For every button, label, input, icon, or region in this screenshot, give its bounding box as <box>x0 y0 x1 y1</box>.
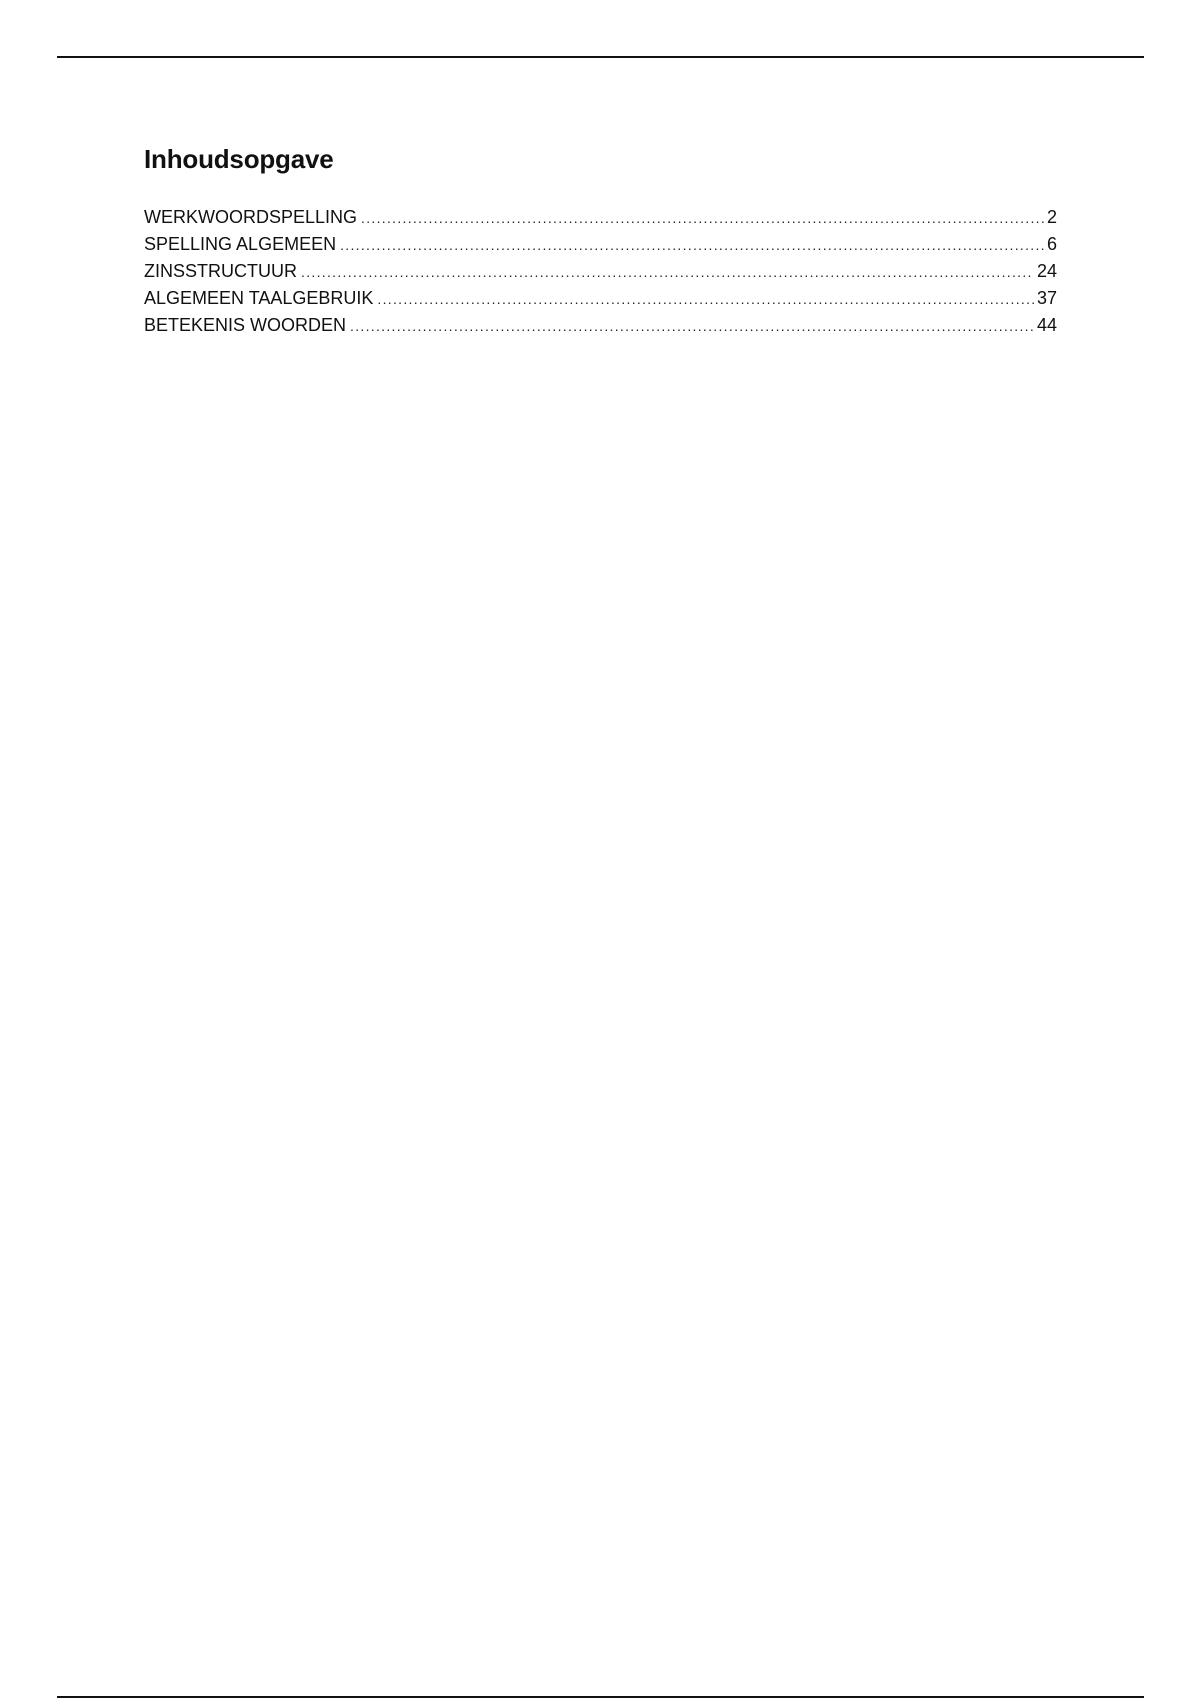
toc-title: Inhoudsopgave <box>144 144 334 174</box>
toc-dot-leader <box>350 313 1034 340</box>
toc-entry-spelling-algemeen[interactable] <box>144 231 1057 258</box>
toc-dot-leader <box>361 205 1044 232</box>
toc-entry-page: 37 <box>1036 288 1057 308</box>
toc-dot-leader <box>340 232 1044 259</box>
toc-entry-page: 6 <box>1046 234 1057 254</box>
toc-entry-label: SPELLING ALGEMEEN <box>144 234 337 254</box>
toc-entry-algemeen-taalgebruik[interactable] <box>144 285 1057 312</box>
footer-rule <box>57 1696 1144 1698</box>
toc-entry-zinsstructuur[interactable] <box>144 258 1057 285</box>
toc-entry-label: BETEKENIS WOORDEN <box>144 315 347 335</box>
toc-entry-label: ALGEMEEN TAALGEBRUIK <box>144 288 374 308</box>
toc-list <box>144 204 1057 339</box>
header-rule <box>57 56 1144 58</box>
toc-dot-leader <box>301 259 1034 286</box>
toc-entry-page: 2 <box>1046 207 1057 227</box>
toc-entry-page: 24 <box>1036 261 1057 281</box>
toc-section <box>144 142 1057 339</box>
toc-entry-label: ZINSSTRUCTUUR <box>144 261 297 281</box>
toc-dot-leader <box>377 286 1034 313</box>
toc-entry-page: 44 <box>1036 315 1057 335</box>
toc-entry-betekenis-woorden[interactable] <box>144 312 1057 339</box>
toc-entry-label: WERKWOORDSPELLING <box>144 207 358 227</box>
toc-entry-werkwoordspelling[interactable] <box>144 204 1057 231</box>
